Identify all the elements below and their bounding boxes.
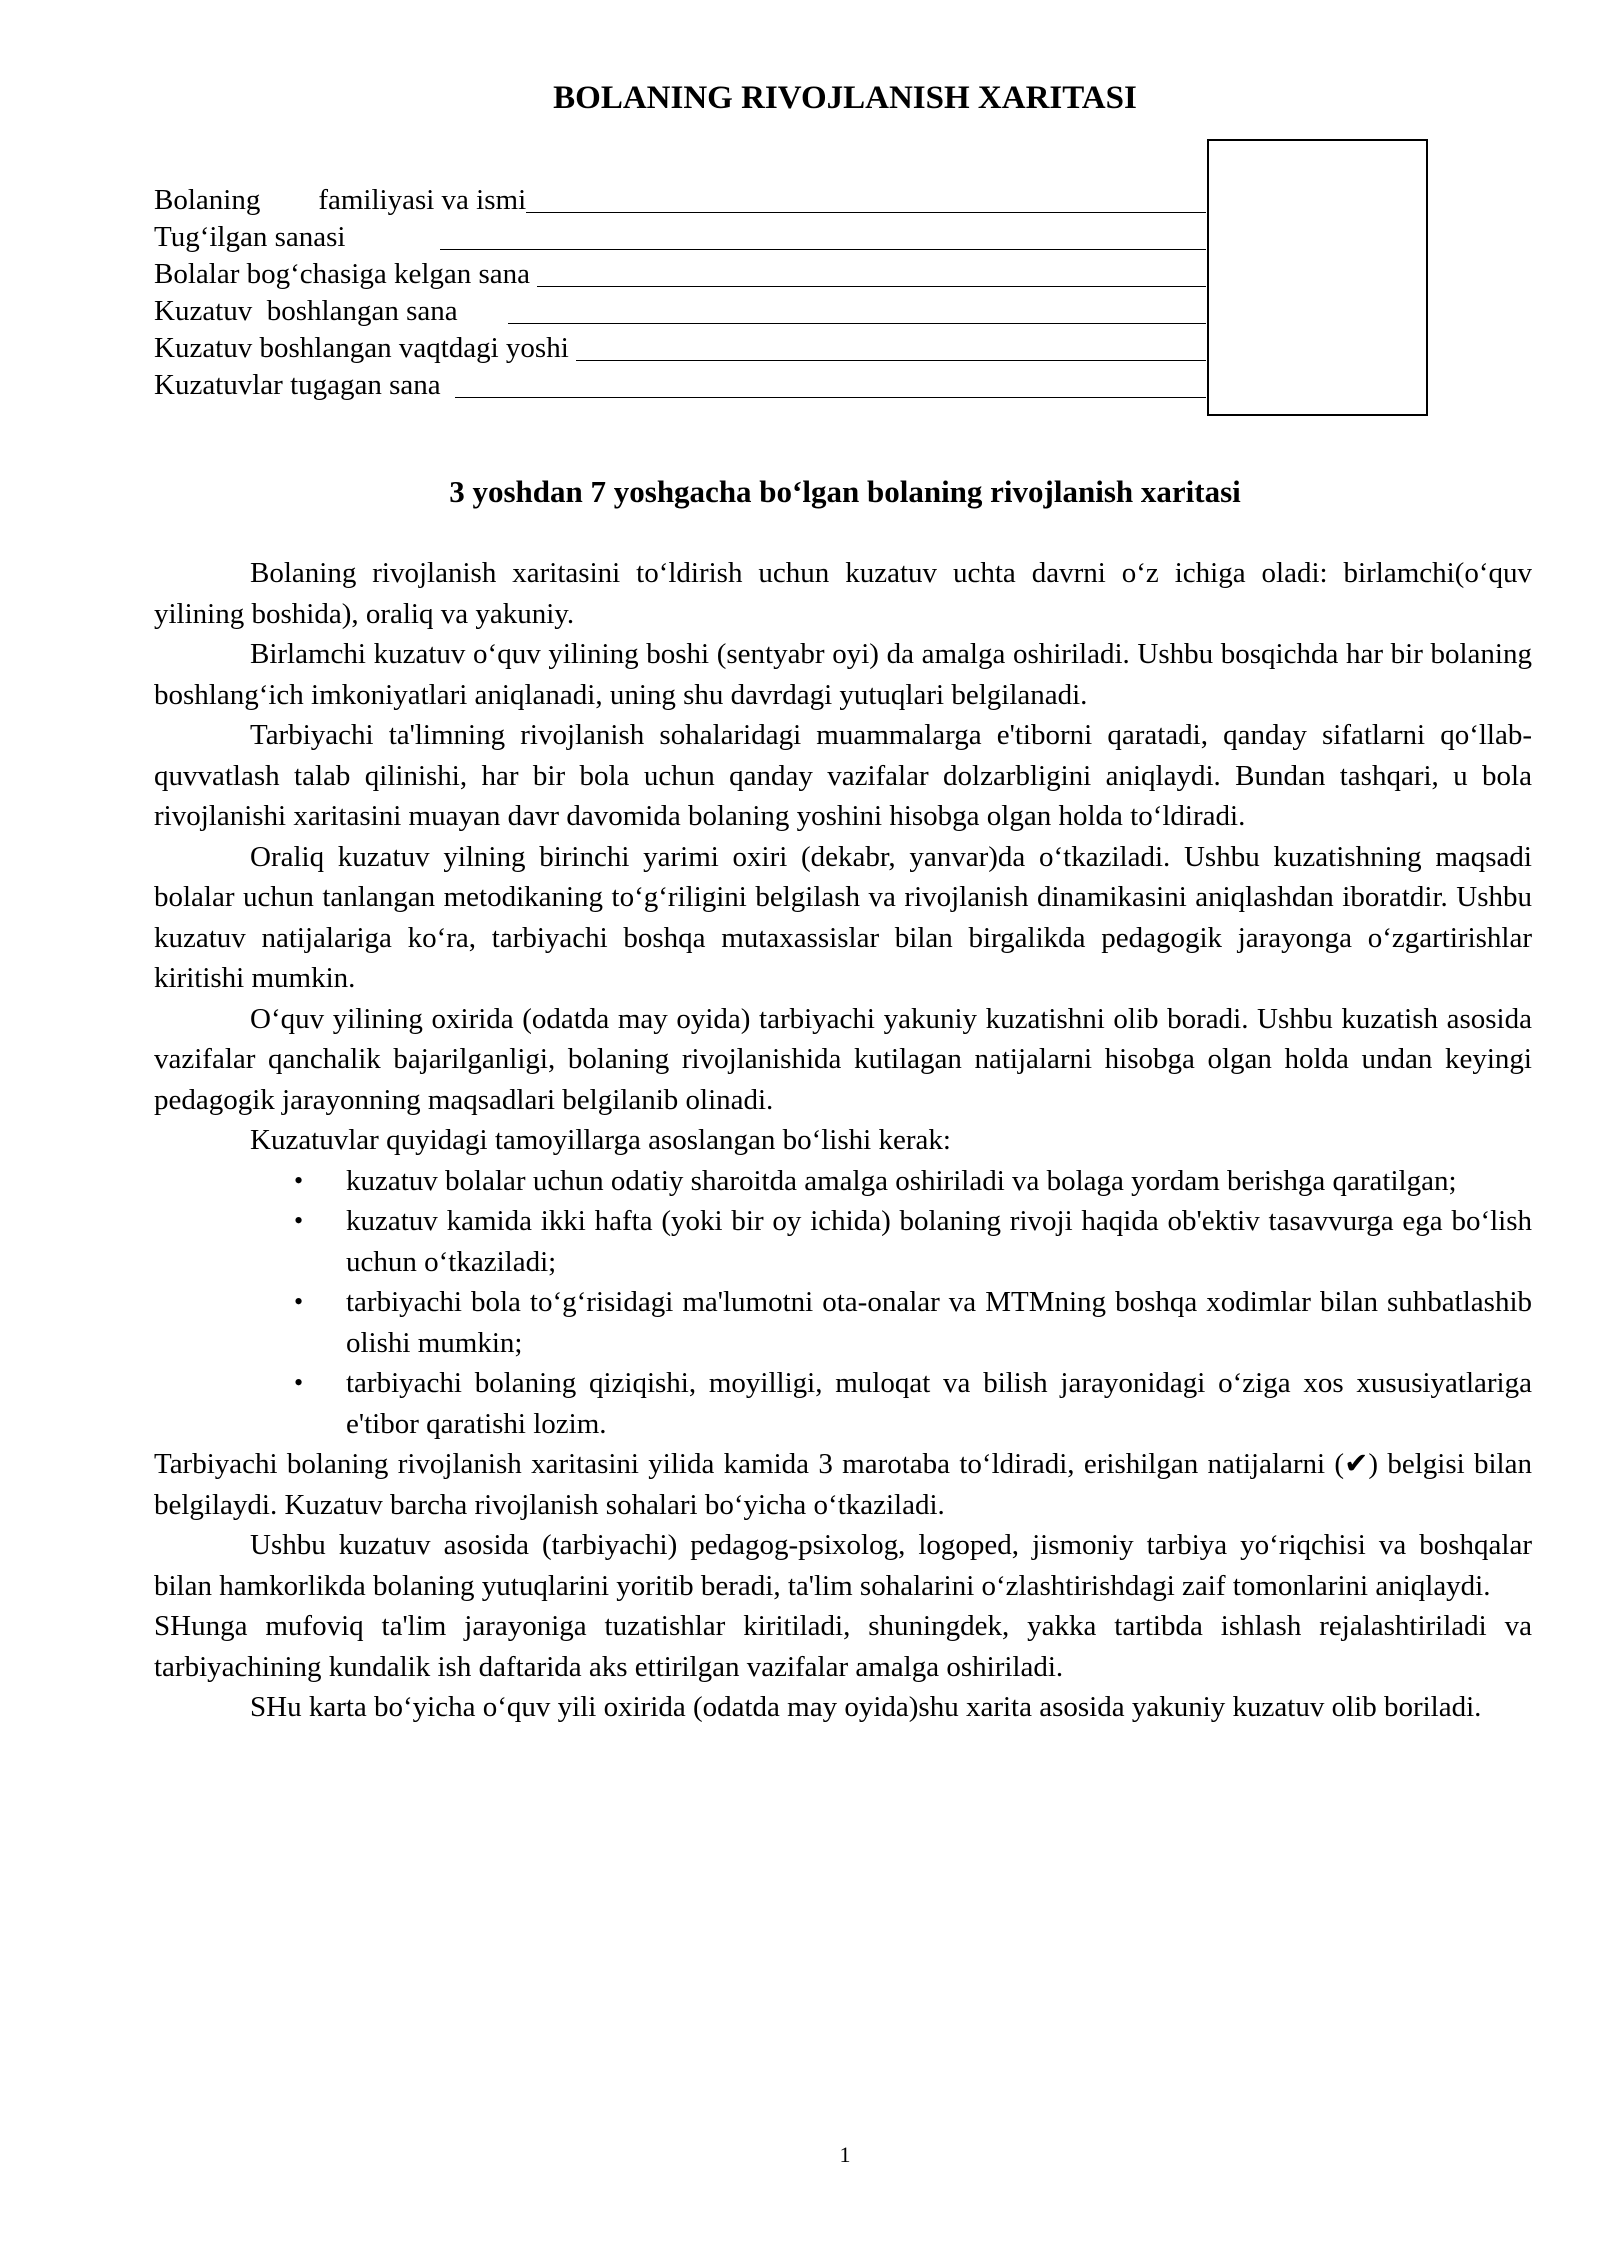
paragraph: Ushbu kuzatuv asosida (tarbiyachi) pedagog-psixolog, logoped, jismoniy tarbiya yo‘riqchisi va boshqalar bilan hamkorlikda bolaning yutuqlarini yoritib beradi, ta'lim sohalarini o‘zlashtirishdagi zaif tomonlarini aniqlaydi.	[154, 1529, 1532, 1602]
fill-line[interactable]	[455, 369, 1206, 398]
field-start-age	[154, 330, 1206, 367]
field-observation-start	[154, 293, 1206, 330]
field-birth-date	[154, 219, 1206, 256]
paragraph: Kuzatuvlar quyidagi tamoyillarga asoslangan bo‘lishi kerak:	[250, 1124, 951, 1156]
fill-line[interactable]	[526, 184, 1206, 213]
fill-line[interactable]	[508, 295, 1206, 324]
bullet-icon: •	[294, 1368, 304, 1397]
field-observation-end	[154, 367, 1206, 404]
field-label: Kuzatuvlar tugagan sana	[154, 369, 456, 401]
field-label: Tug‘ilgan sanasi	[154, 221, 440, 253]
list-item-text: kuzatuv bolalar uchun odatiy sharoitda amalga oshiriladi va bolaga yordam berishga qaratilgan;	[346, 1164, 1457, 1197]
info-fields	[154, 182, 1206, 404]
photo-box	[1207, 139, 1428, 416]
list-item-text: kuzatuv kamida ikki hafta (yoki bir oy ichida) bolaning rivoji haqida ob'ektiv tasavvurga ega bo‘lish uchun o‘tkaziladi;	[346, 1205, 1532, 1278]
paragraph: Oraliq kuzatuv yilning birinchi yarimi oxiri (dekabr, yanvar)da o‘tkaziladi. Ushbu kuzatishning maqsadi bolalar uchun tanlangan metodikaning to‘g‘riligini belgilash va rivojlanish dinamikasini aniqlashdan iboratdir. Ushbu kuzatuv natijalariga ko‘ra, tarbiyachi boshqa mutaxassislar bilan birgalikda pedagogik jarayonga o‘zgartirishlar kiritishi mumkin.	[154, 840, 1532, 994]
fill-line[interactable]	[576, 332, 1206, 361]
paragraph: SHu karta bo‘yicha o‘quv yili oxirida (odatda may oyida)shu xarita asosida yakuniy kuzatuv olib boriladi.	[250, 1691, 1482, 1723]
fill-line[interactable]	[537, 258, 1206, 287]
list-item	[294, 1161, 1532, 1202]
paragraph: Tarbiyachi bolaning rivojlanish xaritasini yilida kamida 3 marotaba to‘ldiradi, erishilgan natijalarni (✔) belgisi bilan belgilaydi. Kuzatuv barcha rivojlanish sohalari bo‘yicha o‘tkaziladi.	[154, 1448, 1532, 1521]
field-label: Bolalar bog‘chasiga kelgan sana	[154, 258, 538, 290]
section-subtitle: 3 yoshdan 7 yoshgacha bo‘lgan bolaning rivojlanish xaritasi	[449, 474, 1241, 509]
fill-line[interactable]	[440, 221, 1206, 250]
list-item-text: tarbiyachi bolaning qiziqishi, moyilligi, muloqat va bilish jarayonidagi o‘ziga xos xususiyatlariga e'tibor qaratishi lozim.	[346, 1367, 1532, 1440]
field-kindergarten-date	[154, 256, 1206, 293]
principles-list	[154, 1161, 1532, 1445]
bullet-icon: •	[294, 1165, 304, 1195]
list-item	[294, 1363, 1532, 1444]
paragraph: SHunga mufoviq ta'lim jarayoniga tuzatishlar kiritiladi, shuningdek, yakka tartibda ishlash rejalashtiriladi va tarbiyachining kundalik ish daftarida aks ettirilgan vazifalar amalga oshiriladi.	[154, 1610, 1532, 1683]
document-title: BOLANING RIVOJLANISH XARITASI	[553, 80, 1137, 116]
bullet-icon: •	[294, 1287, 304, 1316]
field-name	[154, 182, 1206, 219]
document-body	[154, 553, 1532, 1728]
list-item-text: tarbiyachi bola to‘g‘risidagi ma'lumotni ota-onalar va MTMning boshqa xodimlar bilan suhbatlashib olishi mumkin;	[346, 1286, 1532, 1359]
paragraph: Tarbiyachi ta'limning rivojlanish sohalaridagi muammalarga e'tiborni qaratadi, qanday sifatlarni qo‘llab-quvvatlash talab qilinishi, har bir bola uchun qanday vazifalar dolzarbligini aniqlaydi. Bundan tashqari, u bola rivojlanishi xaritasini muayan davr davomida bolaning yoshini hisobga olgan holda to‘ldiradi.	[154, 719, 1532, 832]
field-label: Bolaning familiyasi va ismi	[154, 184, 527, 216]
field-label: Kuzatuv boshlangan sana	[154, 295, 509, 327]
paragraph: Birlamchi kuzatuv o‘quv yilining boshi (sentyabr oyi) da amalga oshiriladi. Ushbu bosqichda har bir bolaning boshlang‘ich imkoniyatlari aniqlanadi, uning shu davrdagi yutuqlari belgilanadi.	[154, 638, 1532, 711]
paragraph: Bolaning rivojlanish xaritasini to‘ldirish uchun kuzatuv uchta davrni o‘z ichiga oladi: birlamchi(o‘quv yilining boshida), oraliq va yakuniy.	[154, 557, 1532, 630]
field-label: Kuzatuv boshlangan vaqtdagi yoshi	[154, 332, 577, 364]
paragraph: O‘quv yilining oxirida (odatda may oyida) tarbiyachi yakuniy kuzatishni olib boradi. Ushbu kuzatish asosida vazifalar qanchalik bajarilganligi, bolaning rivojlanishida kutilagan natijalarni hisobga olgan holda undan keyingi pedagogik jarayonning maqsadlari belgilanib olinadi.	[154, 1002, 1532, 1116]
list-item	[294, 1201, 1532, 1282]
list-item	[294, 1282, 1532, 1363]
page-number: 1	[839, 2142, 851, 2167]
bullet-icon: •	[294, 1206, 304, 1235]
